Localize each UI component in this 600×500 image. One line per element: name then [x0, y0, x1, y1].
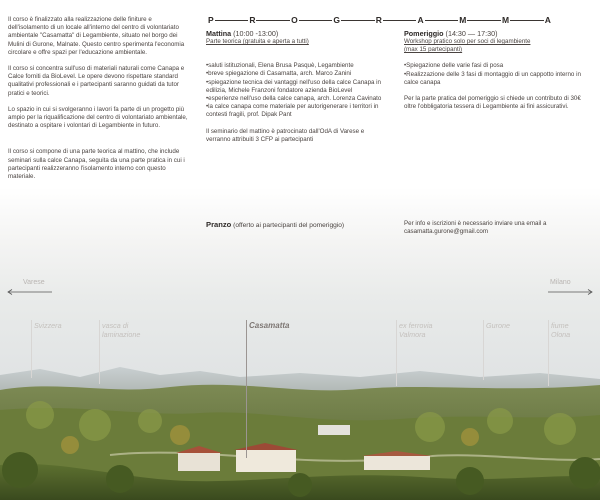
list-item: •breve spiegazione di Casamatta, arch. Marco Zanini — [206, 70, 352, 78]
pomeriggio-time: (14:30 — 17:30) — [445, 29, 498, 38]
pomeriggio-note: Per la parte pratica del pomeriggio si chiede un contributo di 30€ oltre l'obbligatoria tessera di Legambiente ai fini assicurativi. — [404, 95, 581, 111]
mattina-note: Il seminario del mattino è patrocinato dall'OdA di Varese e verranno attribuiti 3 CFP ai partecipanti — [206, 127, 365, 143]
arrow-left-icon — [6, 289, 52, 295]
mattina-bullets — [206, 62, 389, 119]
programma-letter: R — [249, 15, 256, 25]
route-right-label: Milano — [550, 279, 571, 286]
mattina-subtitle: Parte teorica (gratuita e aperta a tutti) — [206, 38, 309, 45]
intro-paragraph-3: Lo spazio in cui si svolgeranno i lavori fa parte di un progetto più ampio per la riqualificazione del centro di volontariato ambientale, destinato a ospitare i volontari di Legambiente in futuro. — [8, 105, 188, 130]
pranzo-text: (offerto ai partecipanti del pomeriggio) — [233, 222, 345, 229]
list-item: •saluti istituzionali, Elena Brusa Pasquè, Legambiente — [206, 62, 354, 70]
mattina-column — [206, 27, 389, 144]
info-text: Per info e iscrizioni è necessario inviare una email a casamatta.gurone@gmail.com — [404, 220, 547, 236]
arrow-right-icon — [548, 289, 594, 295]
marker-label: ex ferrovia Valmora — [399, 321, 433, 339]
programma-letter: G — [333, 15, 341, 25]
programma-heading — [207, 14, 552, 26]
pomeriggio-column — [404, 27, 589, 111]
pomeriggio-title: Pomeriggio — [404, 29, 444, 38]
mattina-header — [206, 29, 389, 38]
mattina-title: Mattina — [206, 29, 232, 38]
programma-letter: M — [502, 15, 510, 25]
programma-letter: O — [291, 15, 298, 25]
pranzo-title: Pranzo — [206, 220, 232, 229]
intro-column — [8, 16, 191, 181]
programma-letter: M — [459, 15, 467, 25]
programma-letter: A — [417, 15, 424, 25]
list-item: •Realizzazione delle 3 fasi di montaggio di un cappotto interno in calce canapa — [404, 70, 581, 86]
landscape-illustration — [0, 355, 600, 500]
marker-label: Casamatta — [249, 321, 290, 330]
list-item: •spiegazione tecnica dei vantaggi nell'uso della calce Canapa in edilizia, Michele Franzoni fondatore azienda BioLevel — [206, 78, 381, 94]
programma-letter: P — [208, 15, 214, 25]
route-line — [0, 276, 600, 306]
marker-label: Svizzera — [34, 321, 62, 330]
marker-label: vasca di laminazione — [102, 321, 141, 339]
programma-letter: R — [375, 15, 382, 25]
pomeriggio-bullets — [404, 62, 589, 87]
list-item: •la calce canapa come materiale per autorigenerare i territori in contesti fragili, prof. Dipak Pant — [206, 103, 379, 119]
pomeriggio-subtitle: Workshop pratico solo per soci di legambiente — [404, 38, 531, 45]
intro-paragraph-1: Il corso è finalizzato alla realizzazione delle finiture e dell'isolamento di un locale all'interno del centro di volontariato ambientale "Casamatta" di Legambiente, situato nel borgo dei Mulini di Gurone, Malnate. Questo centro sperimenta l'economia circolare e offre spazi per l'educazione ambientale. — [8, 16, 185, 56]
pomeriggio-capacity: (max 15 partecipanti) — [404, 46, 463, 54]
marker-label: fiume Olona — [551, 321, 571, 339]
programma-letter: A — [544, 15, 551, 25]
list-item: •Spiegazione delle varie fasi di posa — [404, 62, 504, 70]
list-item: •esperienze nell'uso della calce canapa, arch. Lorenza Cavinato — [206, 95, 382, 103]
intro-paragraph-4: Il corso si compone di una parte teorica al mattino, che include seminari sulla calce Canapa, seguita da una parte pratica in cui i partecipanti realizzeranno l'isolamento interno con questo materiale. — [8, 148, 185, 181]
route-left-label: Varese — [23, 279, 45, 286]
mattina-time: (10:00 -13:00) — [233, 29, 279, 38]
pranzo-line — [206, 220, 344, 230]
pomeriggio-header — [404, 29, 589, 38]
intro-paragraph-2: Il corso si concentra sull'uso di materiali naturali come Canapa e Calce forniti da BioLevel. Le opere devono rispettare standard qualitativi professionali e i partecipanti saranno guidati da tutor pratici e teorici. — [8, 65, 185, 97]
marker-label: Gurone — [486, 321, 510, 330]
